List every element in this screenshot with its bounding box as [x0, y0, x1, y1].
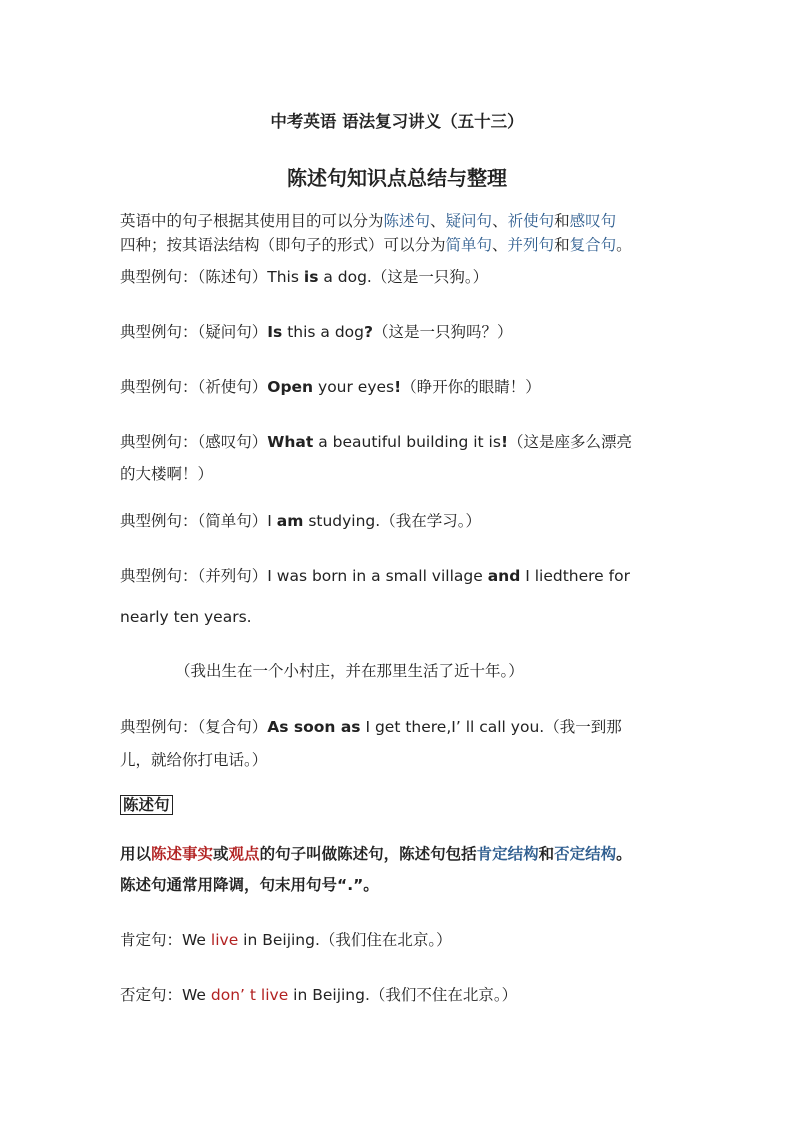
page-title: 中考英语 语法复习讲义（五十三） [270, 112, 524, 131]
page-subtitle: 陈述句知识点总结与整理 [287, 166, 507, 190]
term-complex: 复合句 [569, 236, 617, 254]
affirmative-example: 肯定句：We live in Beijing.（我们住在北京。） [120, 931, 452, 949]
term-statement: 陈述句 [383, 212, 431, 230]
intro-line-1: 英语中的句子根据其使用目的可以分为陈述句、疑问句、祈使句和感叹句 [120, 212, 617, 230]
example-imperative: 典型例句：（祈使句）Open your eyes!（睁开你的眼睛！） [120, 378, 541, 396]
negative-example: 否定句：We don’ t live in Beijing.（我们不住在北京。） [120, 986, 518, 1004]
term-imperative: 祈使句 [507, 212, 555, 230]
example-question: 典型例句：（疑问句）Is this a dog?（这是一只狗吗？） [120, 323, 513, 341]
example-statement: 典型例句：（陈述句）This is a dog.（这是一只狗。） [120, 268, 489, 286]
example-exclamatory: 典型例句：（感叹句）What a beautiful building it is!（这是座多么漂亮 [120, 433, 633, 451]
intro-line-2: 四种；按其语法结构（即句子的形式）可以分为简单句、并列句和复合句。 [120, 236, 632, 254]
term-negative: 否定结构 [554, 845, 617, 863]
verb-live: live [210, 931, 239, 949]
term-compound: 并列句 [507, 236, 555, 254]
section-heading-box: 陈述句 [120, 795, 173, 815]
section-heading [120, 794, 173, 816]
example-compound-continued: nearly ten years. [120, 608, 252, 626]
example-complex: 典型例句：（复合句）As soon as I get there,I’ ll call you.（我一到那 [120, 718, 622, 736]
term-question: 疑问句 [445, 212, 493, 230]
example-compound: 典型例句：（并列句）I was born in a small village and I liedthere for [120, 567, 630, 585]
example-complex-continued: 儿，就给你打电话。） [120, 751, 268, 769]
term-fact: 陈述事实 [151, 845, 214, 863]
definition-line-1: 用以陈述事实或观点的句子叫做陈述句，陈述句包括肯定结构和否定结构。 [120, 845, 632, 863]
term-exclamatory: 感叹句 [569, 212, 617, 230]
verb-dont-live: don’ t live [210, 986, 289, 1004]
example-compound-translation: （我出生在一个小村庄，并在那里生活了近十年。） [175, 662, 524, 680]
term-simple: 简单句 [445, 236, 493, 254]
definition-line-2: 陈述句通常用降调，句末用句号“.”。 [120, 876, 379, 894]
example-exclamatory-continued: 的大楼啊！） [120, 465, 214, 483]
term-affirmative: 肯定结构 [476, 845, 539, 863]
term-opinion: 观点 [228, 845, 260, 863]
example-simple: 典型例句：（简单句）I am studying.（我在学习。） [120, 512, 481, 530]
